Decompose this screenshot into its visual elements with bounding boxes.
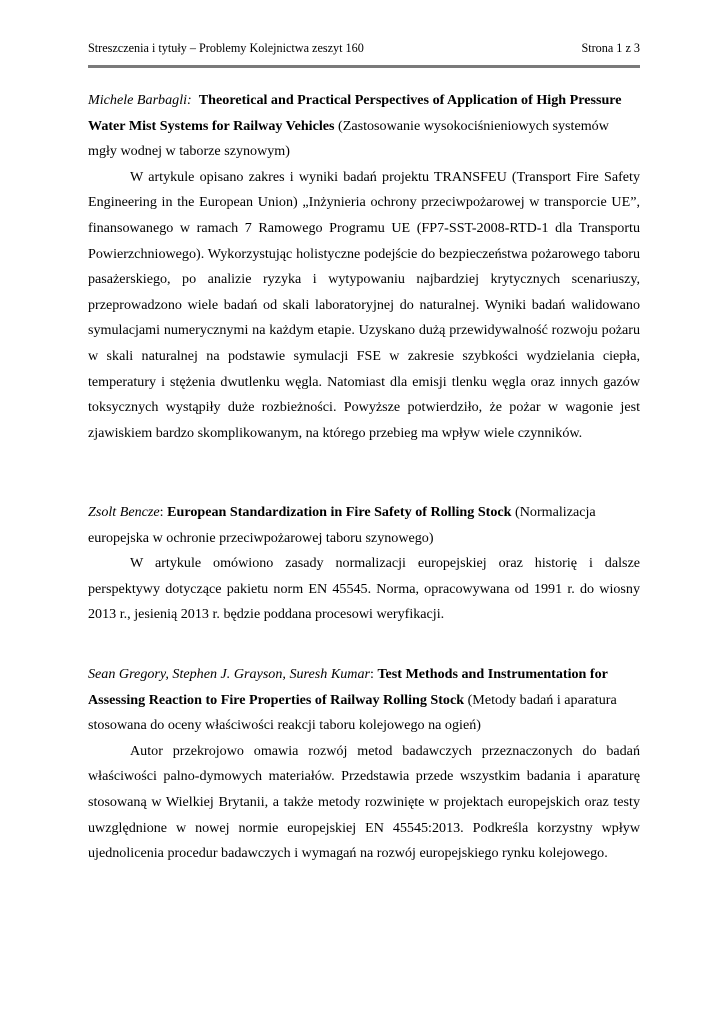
- article-abstract: [88, 500, 640, 628]
- article-abstract: [88, 88, 640, 446]
- document-page: [88, 38, 640, 862]
- article-body: W artykule opisano zakres i wyniki badań projektu TRANSFEU (Transport Fire Safety Engineering in the European Union) „Inżynieria ochrony przeciwpożarowej w transporcie UE”, finansowanego w ramach 7 Ramowego Programu UE (FP7-SST-2008-RTD-1 dla Transportu Powierzchniowego). Wykorzystując holistyczne podejście do bezpieczeństwa pożarowego taboru pasażerskiego, po analizie ryzyka i wytypowaniu najbardziej krytycznych scenariuszy, przeprowadzono wiele badań od skali laboratoryjnej do naturalnej. Wyniki badań walidowano symulacjami numerycznymi na każdym etapie. Uzyskano dużą przewidywalność rozwoju pożaru w skali naturalnej na podstawie symulacji FSE w zakresie szybkości wydzielania ciepła, temperatury i stężenia dwutlenku węgla. Natomiast dla emisji tlenku węgla oraz innych gazów toksycznych wystąpiły duże rozbieżności. Powyższe potwierdziło, że pożar w wagonie jest zjawiskiem bardzo skomplikowanym, na którego przebieg ma wpływ wiele czynników.: [88, 168, 640, 441]
- article-abstract: [88, 662, 640, 867]
- article-title: Test Methods and Instrumentation for Assessing Reaction to Fire Properties of Railway Rolling Stock: [88, 666, 608, 708]
- article-body: Autor przekrojowo omawia rozwój metod badawczych przeznaczonych do badań właściwości palno-dymowych materiałów. Przedstawia przede wszystkim badania i aparaturę stosowaną w Wielkiej Brytanii, a także metody rozwinięte w projektach europejskich oraz testy uwzględnione w nowej normie europejskiej EN 45545:2013. Podkreśla korzystny wpływ ujednolicenia procedur badawczych i wymagań na rozwój europejskiego rynku kolejowego.: [88, 742, 640, 862]
- authors-separator: :: [187, 92, 192, 108]
- page-number: Strona 1 z 3: [581, 41, 640, 55]
- article-heading: [88, 662, 640, 739]
- article-authors: Michele Barbagli: [88, 92, 188, 108]
- article-authors: Zsolt Bencze: [88, 504, 160, 520]
- article-title-translation: (Normalizacja europejska w ochronie przeciwpożarowej taboru szynowego): [88, 504, 596, 546]
- article-heading: [88, 88, 640, 165]
- authors-separator: :: [369, 666, 374, 682]
- article-authors: Sean Gregory, Stephen J. Grayson, Suresh Kumar: [88, 666, 370, 682]
- article-title: European Standardization in Fire Safety of Rolling Stock: [167, 504, 512, 520]
- article-title: Theoretical and Practical Perspectives of Application of High Pressure Water Mist Systems for Railway Vehicles: [88, 92, 622, 134]
- header-divider: [88, 65, 640, 68]
- article-title-translation: (Metody badań i aparatura stosowana do oceny właściwości reakcji taboru kolejowego na ogień): [88, 691, 617, 734]
- article-body: W artykule omówiono zasady normalizacji europejskiej oraz historię i dalsze perspektywy dotyczące pakietu norm EN 45545. Norma, opracowywana od 1991 r. do wiosny 2013 r., jesienią 2013 r. będzie poddana procesowi weryfikacji.: [88, 555, 640, 623]
- authors-separator: :: [159, 504, 164, 520]
- page-header: [88, 38, 640, 64]
- article-heading: [88, 500, 640, 551]
- article-title-translation: (Zastosowanie wysokociśnieniowych systemów mgły wodnej w taborze szynowym): [88, 117, 609, 160]
- header-title: Streszczenia i tytuły – Problemy Kolejnictwa zeszyt 160: [88, 41, 364, 55]
